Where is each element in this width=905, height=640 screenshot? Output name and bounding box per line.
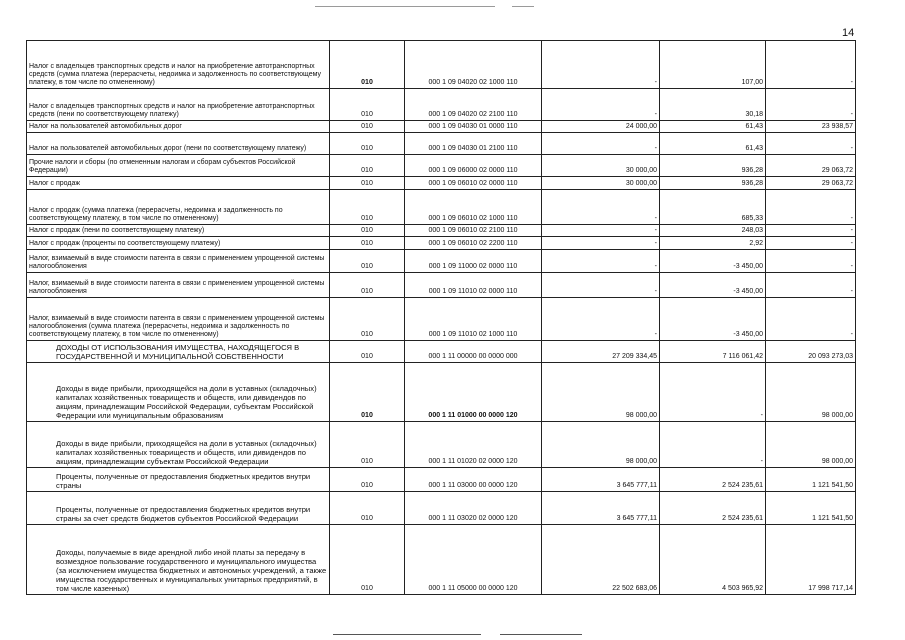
row-kbk: 000 1 11 03000 00 0000 120 <box>405 468 542 492</box>
row-code: 010 <box>330 525 405 595</box>
row-kbk: 000 1 09 06010 02 2200 110 <box>405 237 542 250</box>
revenue-table-body <box>27 41 856 595</box>
row-plan: - <box>542 237 660 250</box>
row-kbk: 000 1 09 06010 02 0000 110 <box>405 177 542 190</box>
row-executed: 61,43 <box>660 121 766 133</box>
scan-artifact-bottom <box>333 634 481 635</box>
row-rest: 98 000,00 <box>766 422 856 468</box>
table-row <box>27 89 856 121</box>
row-rest: 17 998 717,14 <box>766 525 856 595</box>
revenue-table <box>26 40 856 595</box>
row-plan: 98 000,00 <box>542 363 660 422</box>
row-plan: - <box>542 250 660 273</box>
row-executed: -3 450,00 <box>660 250 766 273</box>
row-kbk: 000 1 09 04020 02 2100 110 <box>405 89 542 121</box>
row-kbk: 000 1 09 06000 02 0000 110 <box>405 155 542 177</box>
row-code: 010 <box>330 190 405 225</box>
row-plan: - <box>542 133 660 155</box>
table-row <box>27 250 856 273</box>
row-executed: 936,28 <box>660 177 766 190</box>
row-rest: 1 121 541,50 <box>766 492 856 525</box>
row-code: 010 <box>330 363 405 422</box>
row-plan: - <box>542 298 660 341</box>
row-rest: 29 063,72 <box>766 177 856 190</box>
table-row <box>27 525 856 595</box>
row-name: Налог с продаж <box>27 177 330 190</box>
row-code: 010 <box>330 298 405 341</box>
row-rest: 20 093 273,03 <box>766 341 856 363</box>
row-rest: - <box>766 298 856 341</box>
row-name: Налог, взимаемый в виде стоимости патента в связи с применением упрощенной системы налогообложения <box>27 250 330 273</box>
row-plan: 24 000,00 <box>542 121 660 133</box>
row-name: Налог на пользователей автомобильных дорог (пени по соответствующему платежу) <box>27 133 330 155</box>
row-rest: - <box>766 133 856 155</box>
row-kbk: 000 1 09 11000 02 0000 110 <box>405 250 542 273</box>
row-code: 010 <box>330 422 405 468</box>
row-plan: - <box>542 41 660 89</box>
row-code: 010 <box>330 133 405 155</box>
row-kbk: 000 1 09 06010 02 2100 110 <box>405 225 542 237</box>
row-plan: - <box>542 190 660 225</box>
row-name: ДОХОДЫ ОТ ИСПОЛЬЗОВАНИЯ ИМУЩЕСТВА, НАХОДЯЩЕГОСЯ В ГОСУДАРСТВЕННОЙ И МУНИЦИПАЛЬНОЙ СОБСТВЕННОСТИ <box>27 341 330 363</box>
row-rest: - <box>766 273 856 298</box>
row-code: 010 <box>330 41 405 89</box>
row-executed: 7 116 061,42 <box>660 341 766 363</box>
table-row <box>27 273 856 298</box>
table-row <box>27 468 856 492</box>
row-plan: 30 000,00 <box>542 177 660 190</box>
row-name: Налог, взимаемый в виде стоимости патента в связи с применением упрощенной системы налогообложения (сумма платежа (перерасчеты, недоимка и задолженность по соответствующему платежу, в том числе по отмененному) <box>27 298 330 341</box>
row-name: Проценты, полученные от предоставления бюджетных кредитов внутри страны за счет средств бюджетов субъектов Российской Федерации <box>27 492 330 525</box>
row-code: 010 <box>330 468 405 492</box>
row-plan: 98 000,00 <box>542 422 660 468</box>
table-row <box>27 155 856 177</box>
table-row <box>27 41 856 89</box>
row-kbk: 000 1 09 04020 02 1000 110 <box>405 41 542 89</box>
row-name: Доходы в виде прибыли, приходящейся на доли в уставных (складочных) капиталах хозяйственных товариществ и обществ, или дивидендов по акциям, принадлежащим субъектам Российской Федерации <box>27 422 330 468</box>
row-kbk: 000 1 11 03020 02 0000 120 <box>405 492 542 525</box>
row-rest: 98 000,00 <box>766 363 856 422</box>
row-name: Налог с продаж (сумма платежа (перерасчеты, недоимка и задолженность по соответствующему платежу, в том числе по отмененному) <box>27 190 330 225</box>
row-rest: - <box>766 237 856 250</box>
row-kbk: 000 1 09 06010 02 1000 110 <box>405 190 542 225</box>
row-name: Налог с продаж (проценты по соответствующему платежу) <box>27 237 330 250</box>
row-kbk: 000 1 11 01000 00 0000 120 <box>405 363 542 422</box>
row-code: 010 <box>330 177 405 190</box>
row-plan: 3 645 777,11 <box>542 492 660 525</box>
row-rest: 29 063,72 <box>766 155 856 177</box>
row-name: Налог, взимаемый в виде стоимости патента в связи с применением упрощенной системы налогообложения <box>27 273 330 298</box>
row-executed: -3 450,00 <box>660 273 766 298</box>
row-executed: 2,92 <box>660 237 766 250</box>
row-code: 010 <box>330 225 405 237</box>
table-row <box>27 190 856 225</box>
row-executed: - <box>660 422 766 468</box>
row-rest: - <box>766 190 856 225</box>
table-row <box>27 298 856 341</box>
row-name: Налог на пользователей автомобильных дорог <box>27 121 330 133</box>
scan-artifact-bottom-right <box>500 634 582 635</box>
row-plan: 22 502 683,06 <box>542 525 660 595</box>
table-row <box>27 133 856 155</box>
row-executed: -3 450,00 <box>660 298 766 341</box>
table-row <box>27 492 856 525</box>
row-name: Проценты, полученные от предоставления бюджетных кредитов внутри страны <box>27 468 330 492</box>
table-row <box>27 422 856 468</box>
row-code: 010 <box>330 341 405 363</box>
row-kbk: 000 1 09 11010 02 0000 110 <box>405 273 542 298</box>
row-code: 010 <box>330 250 405 273</box>
row-name: Налог с владельцев транспортных средств и налог на приобретение автотранспортных средств (пени по соответствующему платежу) <box>27 89 330 121</box>
scan-artifact-top <box>315 6 495 7</box>
row-kbk: 000 1 11 05000 00 0000 120 <box>405 525 542 595</box>
row-executed: 685,33 <box>660 190 766 225</box>
row-executed: 107,00 <box>660 41 766 89</box>
row-kbk: 000 1 09 04030 01 0000 110 <box>405 121 542 133</box>
row-plan: 3 645 777,11 <box>542 468 660 492</box>
row-rest: 23 938,57 <box>766 121 856 133</box>
row-plan: - <box>542 89 660 121</box>
page-number: 14 <box>842 27 855 39</box>
scan-artifact-top-right <box>512 6 534 7</box>
row-executed: - <box>660 363 766 422</box>
row-rest: - <box>766 250 856 273</box>
row-code: 010 <box>330 237 405 250</box>
table-row <box>27 237 856 250</box>
row-rest: - <box>766 89 856 121</box>
row-code: 010 <box>330 492 405 525</box>
row-plan: 30 000,00 <box>542 155 660 177</box>
row-kbk: 000 1 11 00000 00 0000 000 <box>405 341 542 363</box>
row-plan: - <box>542 273 660 298</box>
row-executed: 61,43 <box>660 133 766 155</box>
row-executed: 248,03 <box>660 225 766 237</box>
row-name: Налог с владельцев транспортных средств и налог на приобретение автотранспортных средств (сумма платежа (перерасчеты, недоимка и задолженность по соответствующему платежу, в том числе по отмененному) <box>27 41 330 89</box>
row-executed: 936,28 <box>660 155 766 177</box>
row-kbk: 000 1 09 04030 01 2100 110 <box>405 133 542 155</box>
table-row <box>27 177 856 190</box>
row-plan: - <box>542 225 660 237</box>
row-code: 010 <box>330 273 405 298</box>
table-row <box>27 363 856 422</box>
row-executed: 4 503 965,92 <box>660 525 766 595</box>
table-row <box>27 225 856 237</box>
row-rest: - <box>766 41 856 89</box>
row-name: Налог с продаж (пени по соответствующему платежу) <box>27 225 330 237</box>
row-kbk: 000 1 11 01020 02 0000 120 <box>405 422 542 468</box>
table-row <box>27 121 856 133</box>
row-code: 010 <box>330 121 405 133</box>
row-kbk: 000 1 09 11010 02 1000 110 <box>405 298 542 341</box>
row-rest: - <box>766 225 856 237</box>
row-executed: 30,18 <box>660 89 766 121</box>
row-code: 010 <box>330 89 405 121</box>
row-plan: 27 209 334,45 <box>542 341 660 363</box>
row-executed: 2 524 235,61 <box>660 492 766 525</box>
row-name: Доходы, получаемые в виде арендной либо иной платы за передачу в возмездное пользование государственного и муниципального имущества (за исключением имущества бюджетных и автономных учреждений, а также имущества государственных и муниципальных унитарных предприятий, в том числе казенных) <box>27 525 330 595</box>
row-executed: 2 524 235,61 <box>660 468 766 492</box>
row-code: 010 <box>330 155 405 177</box>
row-rest: 1 121 541,50 <box>766 468 856 492</box>
row-name: Доходы в виде прибыли, приходящейся на доли в уставных (складочных) капиталах хозяйственных товариществ и обществ, или дивидендов по акциям, принадлежащим Российской Федерации, субъектам Российской Федерации или муниципальным образованиям <box>27 363 330 422</box>
table-row-section <box>27 341 856 363</box>
row-name: Прочие налоги и сборы (по отмененным налогам и сборам субъектов Российской Федерации) <box>27 155 330 177</box>
